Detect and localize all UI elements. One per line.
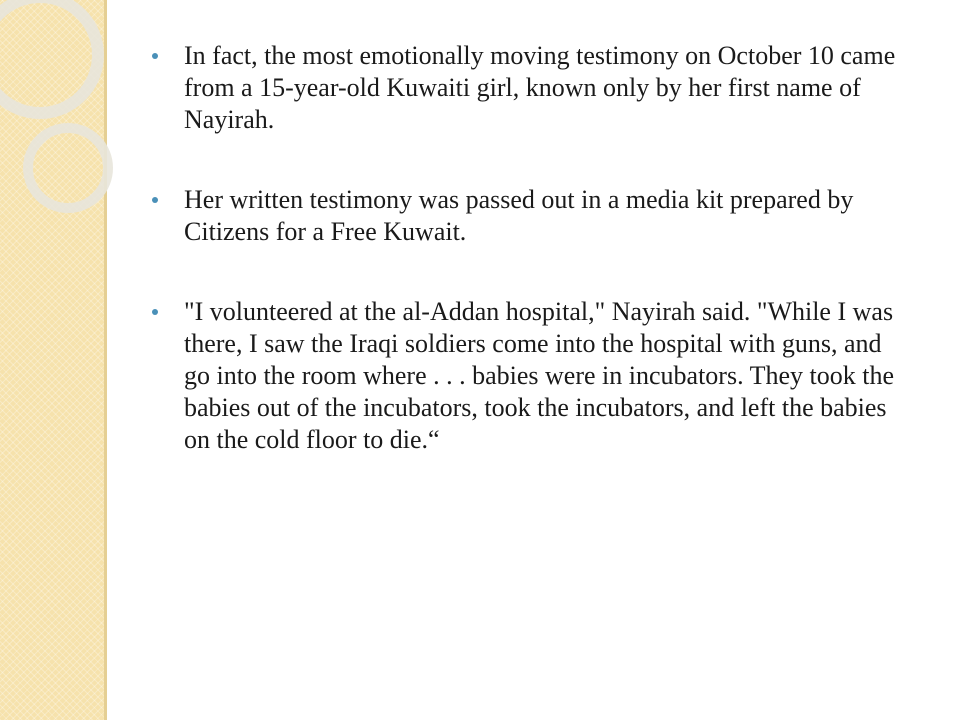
bullet-icon: [152, 197, 158, 203]
decorative-ring-large: [0, 0, 98, 113]
bullet-item-nayirah-intro: [150, 40, 910, 136]
bullet-list: [150, 40, 910, 456]
decorative-rings: [0, 0, 140, 260]
bullet-text: In fact, the most emotionally moving testimony on October 10 came from a 15-year-old Kuwaiti girl, known only by her first name of Nayirah.: [184, 41, 896, 134]
bullet-icon: [152, 53, 158, 59]
slide-content: [150, 40, 910, 504]
bullet-icon: [152, 309, 158, 315]
bullet-item-quote: [150, 296, 910, 456]
decorative-ring-small: [28, 128, 108, 208]
bullet-item-media-kit: [150, 184, 910, 248]
bullet-text: Her written testimony was passed out in a media kit prepared by Citizens for a Free Kuwait.: [184, 185, 854, 246]
bullet-text: "I volunteered at the al-Addan hospital," Nayirah said. "While I was there, I saw the Iraqi soldiers come into the hospital with guns, and go into the room where . . . babies were in incubators. They took the babies out of the incubators, took the incubators, and left the babies on the cold floor to die.“: [184, 297, 895, 454]
